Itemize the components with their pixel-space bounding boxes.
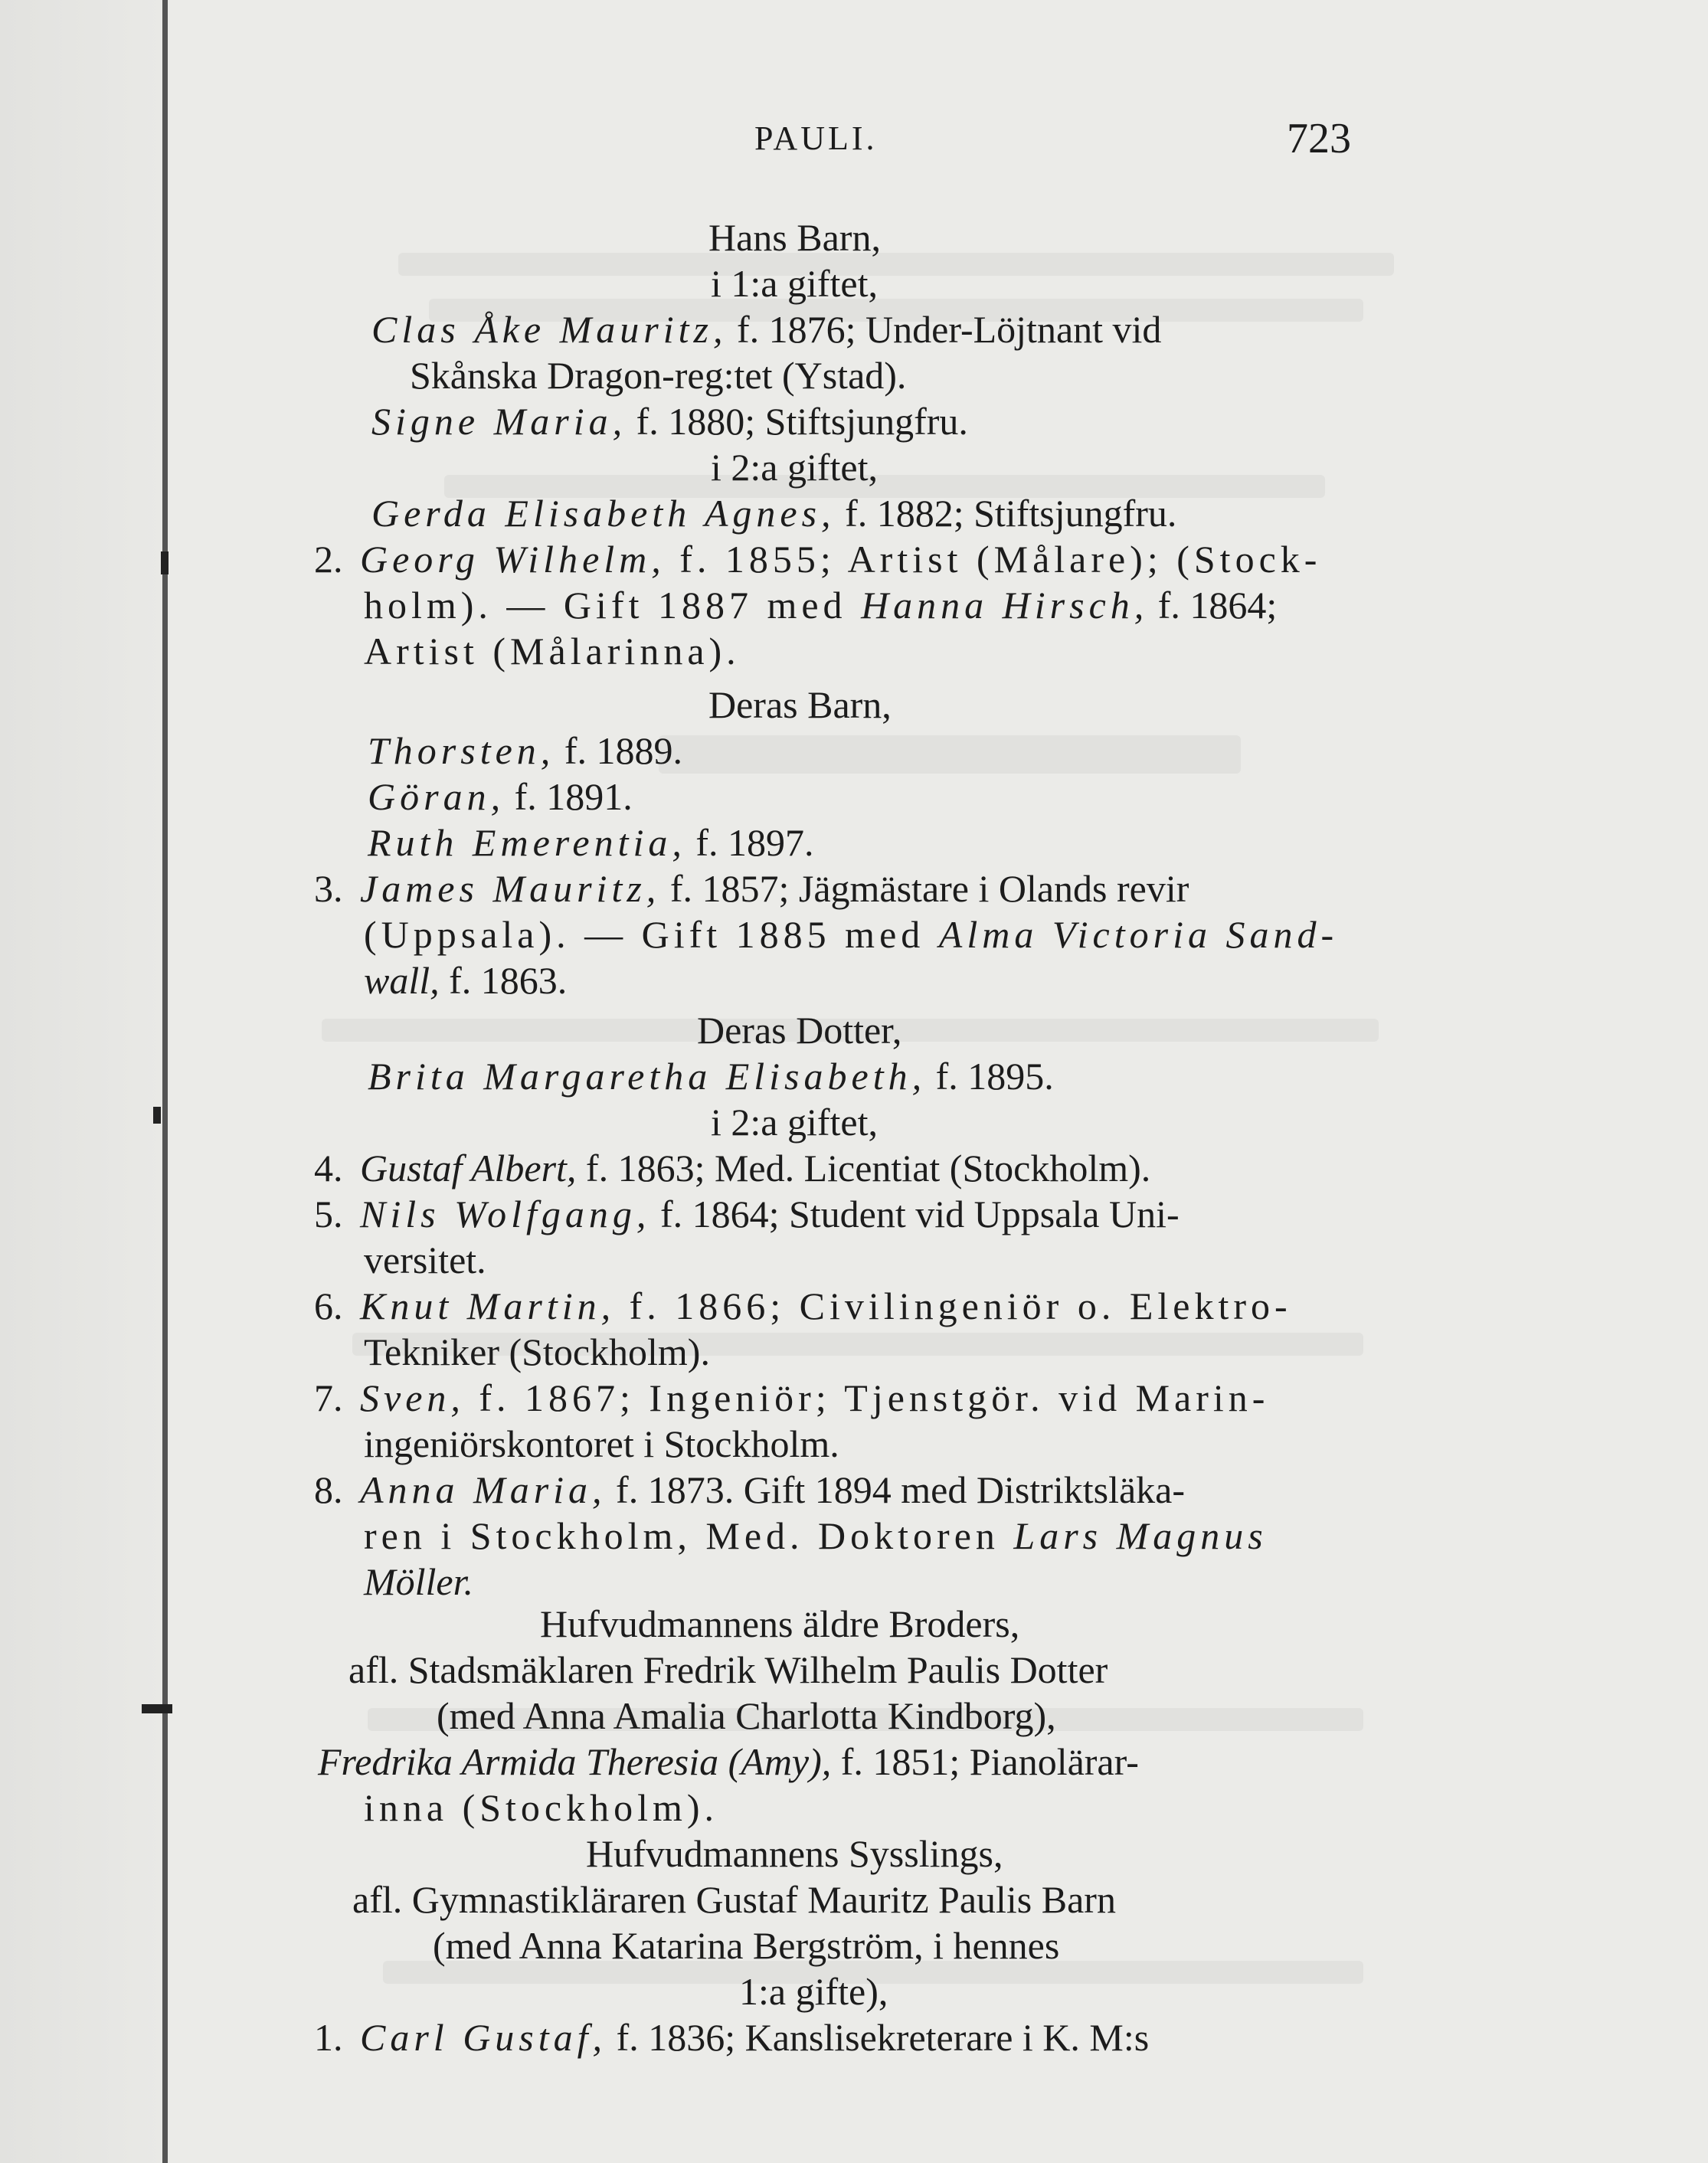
text-line: Skånska Dragon-reg:tet (Ystad). [410, 354, 907, 397]
text-line: 4. Gustaf Albert, f. 1863; Med. Licentiat (Stockholm). [314, 1147, 1151, 1189]
text-line: Hans Barn, [708, 216, 881, 259]
page-header [0, 115, 1708, 172]
text-line: 1. Carl Gustaf, f. 1836; Kanslisekreterare i K. M:s [314, 2016, 1150, 2059]
text-line: (med Anna Katarina Bergström, i hennes [433, 1924, 1060, 1967]
text-line: i 2:a giftet, [711, 1101, 878, 1144]
page-number: 723 [1287, 115, 1351, 162]
text-line: Göran, f. 1891. [368, 775, 633, 818]
text-line: 7. Sven, f. 1867; Ingeniör; Tjenstgör. vid Marin- [314, 1376, 1270, 1419]
text-line: 5. Nils Wolfgang, f. 1864; Student vid Uppsala Uni- [314, 1193, 1180, 1235]
text-line: Brita Margaretha Elisabeth, f. 1895. [368, 1055, 1054, 1098]
text-line: afl. Stadsmäklaren Fredrik Wilhelm Paulis Dotter [348, 1648, 1108, 1691]
text-line: Ruth Emerentia, f. 1897. [368, 821, 814, 864]
text-line: Fredrika Armida Theresia (Amy), f. 1851; Pianolärar- [318, 1740, 1139, 1783]
text-line: versitet. [364, 1239, 486, 1281]
text-line: Gerda Elisabeth Agnes, f. 1882; Stiftsjungfru. [371, 492, 1177, 535]
text-line: i 1:a giftet, [711, 262, 878, 305]
text-line: Thorsten, f. 1889. [368, 729, 682, 772]
text-line: ingeniörskontoret i Stockholm. [364, 1422, 839, 1465]
text-line: inna (Stockholm). [364, 1786, 719, 1829]
text-line: (med Anna Amalia Charlotta Kindborg), [437, 1694, 1056, 1737]
text-line: wall, f. 1863. [364, 959, 568, 1002]
text-line: Möller. [364, 1560, 474, 1603]
text-line: Artist (Målarinna). [364, 630, 741, 672]
text-line: Tekniker (Stockholm). [364, 1330, 710, 1373]
text-line: Deras Dotter, [697, 1009, 902, 1052]
text-line: afl. Gymnastikläraren Gustaf Mauritz Paulis Barn [352, 1878, 1116, 1921]
text-line: ren i Stockholm, Med. Doktoren Lars Magnus [364, 1514, 1268, 1557]
text-line: Clas Åke Mauritz, f. 1876; Under-Löjtnant vid [371, 308, 1162, 351]
text-line: 6. Knut Martin, f. 1866; Civilingeniör o. Elektro- [314, 1284, 1292, 1327]
text-line: Deras Barn, [708, 683, 892, 726]
text-line: Hufvudmannens Sysslings, [586, 1832, 1003, 1875]
text-line: Signe Maria, f. 1880; Stiftsjungfru. [371, 400, 968, 443]
text-line: 1:a gifte), [739, 1970, 888, 2013]
text-line: i 2:a giftet, [711, 446, 878, 489]
text-line: 3. James Mauritz, f. 1857; Jägmästare i Olands revir [314, 867, 1189, 910]
text-line: (Uppsala). — Gift 1885 med Alma Victoria Sand- [364, 913, 1339, 956]
text-line: 8. Anna Maria, f. 1873. Gift 1894 med Distriktsläka- [314, 1468, 1185, 1511]
running-head: PAULI. [754, 119, 878, 157]
text-line: holm). — Gift 1887 med Hanna Hirsch, f. 1864; [364, 584, 1278, 627]
text-line: 2. Georg Wilhelm, f. 1855; Artist (Målare); (Stock- [314, 538, 1322, 581]
text-line: Hufvudmannens äldre Broders, [540, 1602, 1020, 1645]
